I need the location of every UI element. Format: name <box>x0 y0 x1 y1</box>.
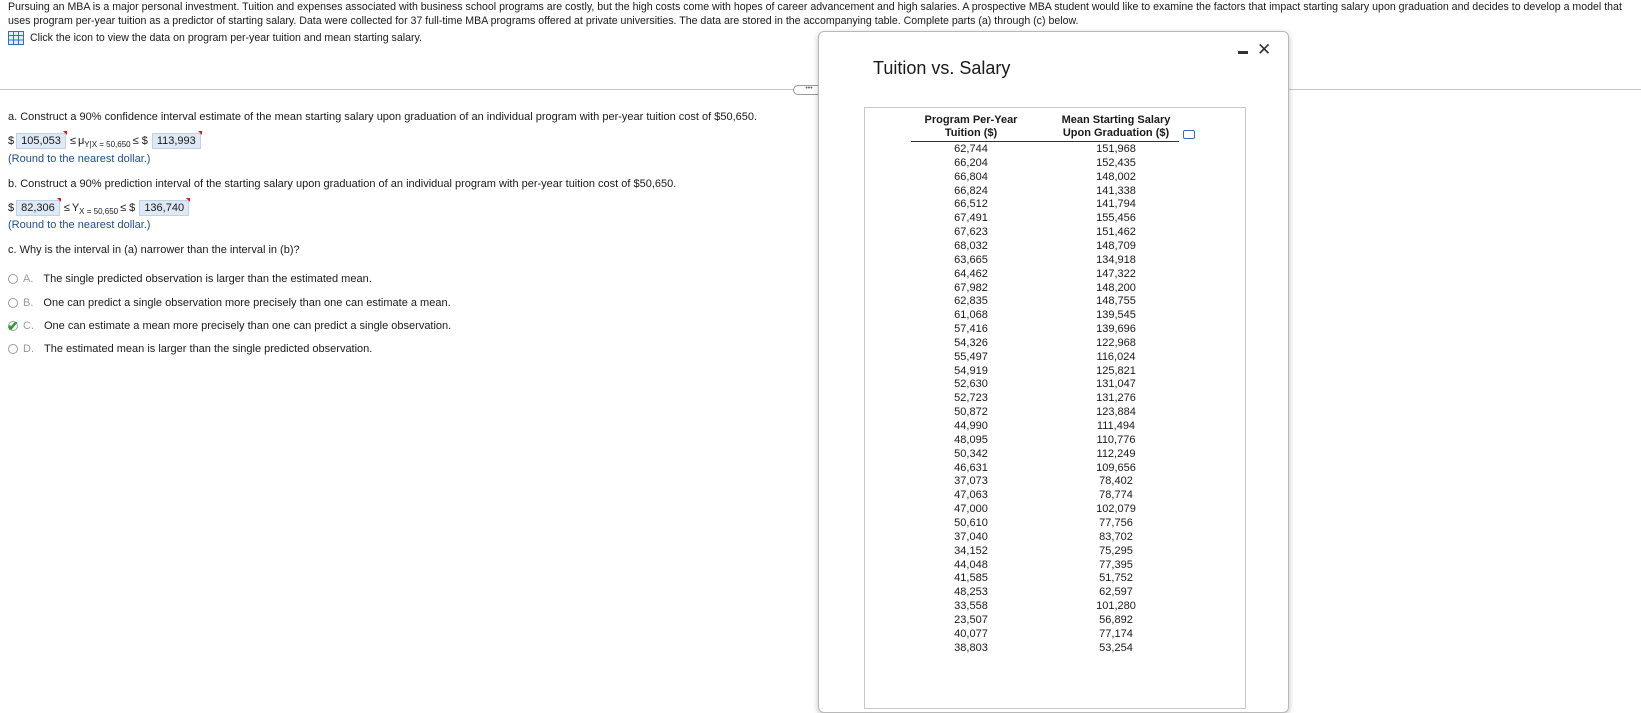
tuition-cell: 41,585 <box>954 572 988 585</box>
salary-cell: 111,494 <box>1096 420 1136 432</box>
salary-cell: 77,395 <box>1099 558 1133 571</box>
salary-cell: 122,968 <box>1096 336 1136 349</box>
col-tuition-header: Program Per-Year Tuition ($) <box>924 114 1018 139</box>
salary-cell: 151,462 <box>1096 226 1136 239</box>
option-c-letter: C. <box>23 320 34 332</box>
part-b-lower-answer[interactable]: 82,306 <box>16 200 60 216</box>
tuition-cell: 44,048 <box>954 558 988 571</box>
tuition-cell: 63,665 <box>954 253 988 266</box>
salary-cell: 125,821 <box>1096 364 1136 377</box>
tuition-cell: 33,558 <box>954 600 988 613</box>
salary-cell: 147,322 <box>1096 267 1136 280</box>
salary-cell: 141,794 <box>1096 198 1136 211</box>
salary-cell: 131,047 <box>1096 378 1136 391</box>
salary-cell: 83,702 <box>1099 530 1133 543</box>
salary-cell: 148,755 <box>1096 295 1136 308</box>
salary-cell: 134,918 <box>1096 253 1136 266</box>
tuition-cell: 54,919 <box>954 364 988 377</box>
salary-cell: 131,276 <box>1096 392 1136 405</box>
tuition-cell: 66,824 <box>954 184 988 197</box>
tuition-cell: 46,631 <box>954 461 988 474</box>
copy-icon[interactable] <box>1183 130 1195 139</box>
radio-b[interactable] <box>8 298 18 308</box>
part-b-round-note: (Round to the nearest dollar.) <box>8 219 151 231</box>
salary-cell: 116,024 <box>1096 350 1136 363</box>
salary-cell: 109,656 <box>1096 461 1136 474</box>
tuition-cell: 55,497 <box>954 350 988 363</box>
salary-cell: 151,968 <box>1096 143 1136 155</box>
option-b[interactable] <box>8 297 451 309</box>
salary-cell: 75,295 <box>1099 544 1133 557</box>
dollar-sign: $ <box>8 135 15 147</box>
part-a-question: a. Construct a 90% confidence interval estimate of the mean starting salary upon graduation of an individual program with per-year tuition cost of $50,650. <box>8 111 758 123</box>
option-a[interactable] <box>8 273 372 285</box>
tuition-cell: 37,073 <box>954 475 988 488</box>
tuition-cell: 54,326 <box>954 336 988 349</box>
tuition-cell: 34,152 <box>954 544 988 557</box>
part-a-round-note: (Round to the nearest dollar.) <box>8 153 151 165</box>
part-b-upper-answer[interactable]: 136,740 <box>139 200 189 216</box>
tuition-cell: 37,040 <box>954 530 988 543</box>
salary-cell: 152,435 <box>1096 156 1136 169</box>
tuition-cell: 66,204 <box>954 156 988 169</box>
le-symbol: ≤ <box>63 202 70 214</box>
tuition-cell: 44,990 <box>954 420 988 432</box>
le-dollar: ≤ $ <box>120 202 136 214</box>
radio-a[interactable] <box>8 274 18 284</box>
view-data-text[interactable]: Click the icon to view the data on program per-year tuition and mean starting salary. <box>30 32 422 44</box>
tuition-cell: 52,723 <box>954 392 988 405</box>
tuition-cell: 50,610 <box>954 516 988 529</box>
tuition-cell: 64,462 <box>954 267 988 280</box>
tuition-cell: 61,068 <box>954 309 988 322</box>
salary-cell: 56,892 <box>1099 613 1133 626</box>
tuition-cell: 66,512 <box>954 198 988 211</box>
table-icon[interactable] <box>8 31 24 45</box>
dollar-sign: $ <box>8 202 15 214</box>
salary-cell: 102,079 <box>1096 503 1136 516</box>
option-c-text: One can estimate a mean more precisely than one can predict a single observation. <box>44 320 452 332</box>
salary-cell: 123,884 <box>1096 406 1136 419</box>
tuition-cell: 67,491 <box>954 212 988 225</box>
y-subscript: X = 50,650 <box>79 206 119 216</box>
tuition-cell: 62,835 <box>954 295 988 308</box>
salary-cell: 53,254 <box>1099 641 1133 654</box>
salary-cell: 112,249 <box>1096 447 1136 460</box>
le-symbol: ≤ <box>69 135 76 147</box>
part-a-upper-answer[interactable]: 113,993 <box>152 133 201 149</box>
tuition-cell: 38,803 <box>954 641 988 654</box>
tuition-cell: 23,507 <box>954 613 988 626</box>
part-b-answer-row <box>8 200 191 216</box>
tuition-cell: 67,623 <box>954 226 988 239</box>
salary-cell: 139,696 <box>1096 323 1136 336</box>
le-dollar: ≤ $ <box>132 135 148 147</box>
part-a-lower-answer[interactable]: 105,053 <box>16 133 66 149</box>
option-b-letter: B. <box>23 297 34 309</box>
data-popup-window <box>818 31 1289 713</box>
part-c-question: c. Why is the interval in (a) narrower than the interval in (b)? <box>8 244 300 256</box>
salary-cell: 78,774 <box>1099 489 1133 502</box>
check-icon: ✔ <box>7 318 19 334</box>
salary-cell: 51,752 <box>1099 572 1133 585</box>
resize-handle[interactable]: ••• <box>793 85 825 95</box>
salary-cell: 101,280 <box>1096 600 1136 613</box>
popup-title: Tuition vs. Salary <box>873 58 1011 78</box>
salary-cell: 77,756 <box>1099 516 1133 529</box>
tuition-cell: 47,000 <box>954 503 988 516</box>
option-d-letter: D. <box>23 343 34 355</box>
salary-cell: 62,597 <box>1099 586 1133 599</box>
tuition-cell: 68,032 <box>954 239 988 252</box>
part-b-question: b. Construct a 90% prediction interval of the starting salary upon graduation of an individual program with per-year tuition cost of $50,650. <box>8 178 677 190</box>
tuition-cell: 52,630 <box>954 378 988 391</box>
view-data-link[interactable] <box>8 31 422 45</box>
tuition-cell: 50,342 <box>954 447 988 460</box>
mu-symbol: μ <box>77 135 85 147</box>
option-a-text: The single predicted observation is larger than the estimated mean. <box>43 273 372 285</box>
option-a-letter: A. <box>23 273 34 285</box>
tuition-cell: 48,095 <box>954 433 988 446</box>
tuition-cell: 62,744 <box>954 143 988 155</box>
salary-cell: 78,402 <box>1099 475 1133 488</box>
salary-cell: 110,776 <box>1096 433 1136 446</box>
tuition-cell: 48,253 <box>954 586 988 599</box>
problem-intro: Pursuing an MBA is a major personal investment. Tuition and expenses associated with business school programs are costly, but the high costs come with hopes of career advancement and high salaries. A prospective MBA student would like to examine the factors that impact starting salary upon graduation and decides to develop a model that uses program per-year tuition as a predictor of starting salary. Data were collected for 37 full-time MBA programs offered at private universities. The data are stored in the accompanying table. Complete parts (a) through (c) below. <box>8 1 1622 27</box>
tuition-cell: 66,804 <box>954 170 988 183</box>
tuition-cell: 50,872 <box>954 406 988 419</box>
tuition-cell: 47,063 <box>954 489 988 502</box>
salary-cell: 148,002 <box>1096 170 1136 183</box>
radio-d[interactable] <box>8 344 18 354</box>
tuition-cell: 67,982 <box>954 281 988 294</box>
salary-cell: 148,709 <box>1096 239 1136 252</box>
y-symbol: Y <box>71 202 80 214</box>
close-icon[interactable]: ✕ <box>1257 40 1272 59</box>
salary-cell: 139,545 <box>1096 309 1136 322</box>
data-table <box>864 107 1246 709</box>
tuition-cell: 57,416 <box>954 323 988 336</box>
salary-cell: 148,200 <box>1096 281 1136 294</box>
tuition-cell: 40,077 <box>954 627 988 640</box>
salary-cell: 77,174 <box>1099 627 1133 640</box>
option-b-text: One can predict a single observation more precisely than one can estimate a mean. <box>43 297 451 309</box>
option-c[interactable] <box>8 320 451 332</box>
salary-cell: 141,338 <box>1096 184 1136 197</box>
salary-cell: 155,456 <box>1096 212 1136 225</box>
part-a-answer-row <box>8 133 203 149</box>
radio-c[interactable] <box>7 318 19 334</box>
mu-subscript: Y|X = 50,650 <box>84 139 131 149</box>
col-salary-header: Mean Starting Salary Upon Graduation ($) <box>1061 114 1171 139</box>
option-d-text: The estimated mean is larger than the single predicted observation. <box>44 343 373 355</box>
option-d[interactable] <box>8 343 372 355</box>
minimize-icon[interactable] <box>1237 45 1249 57</box>
